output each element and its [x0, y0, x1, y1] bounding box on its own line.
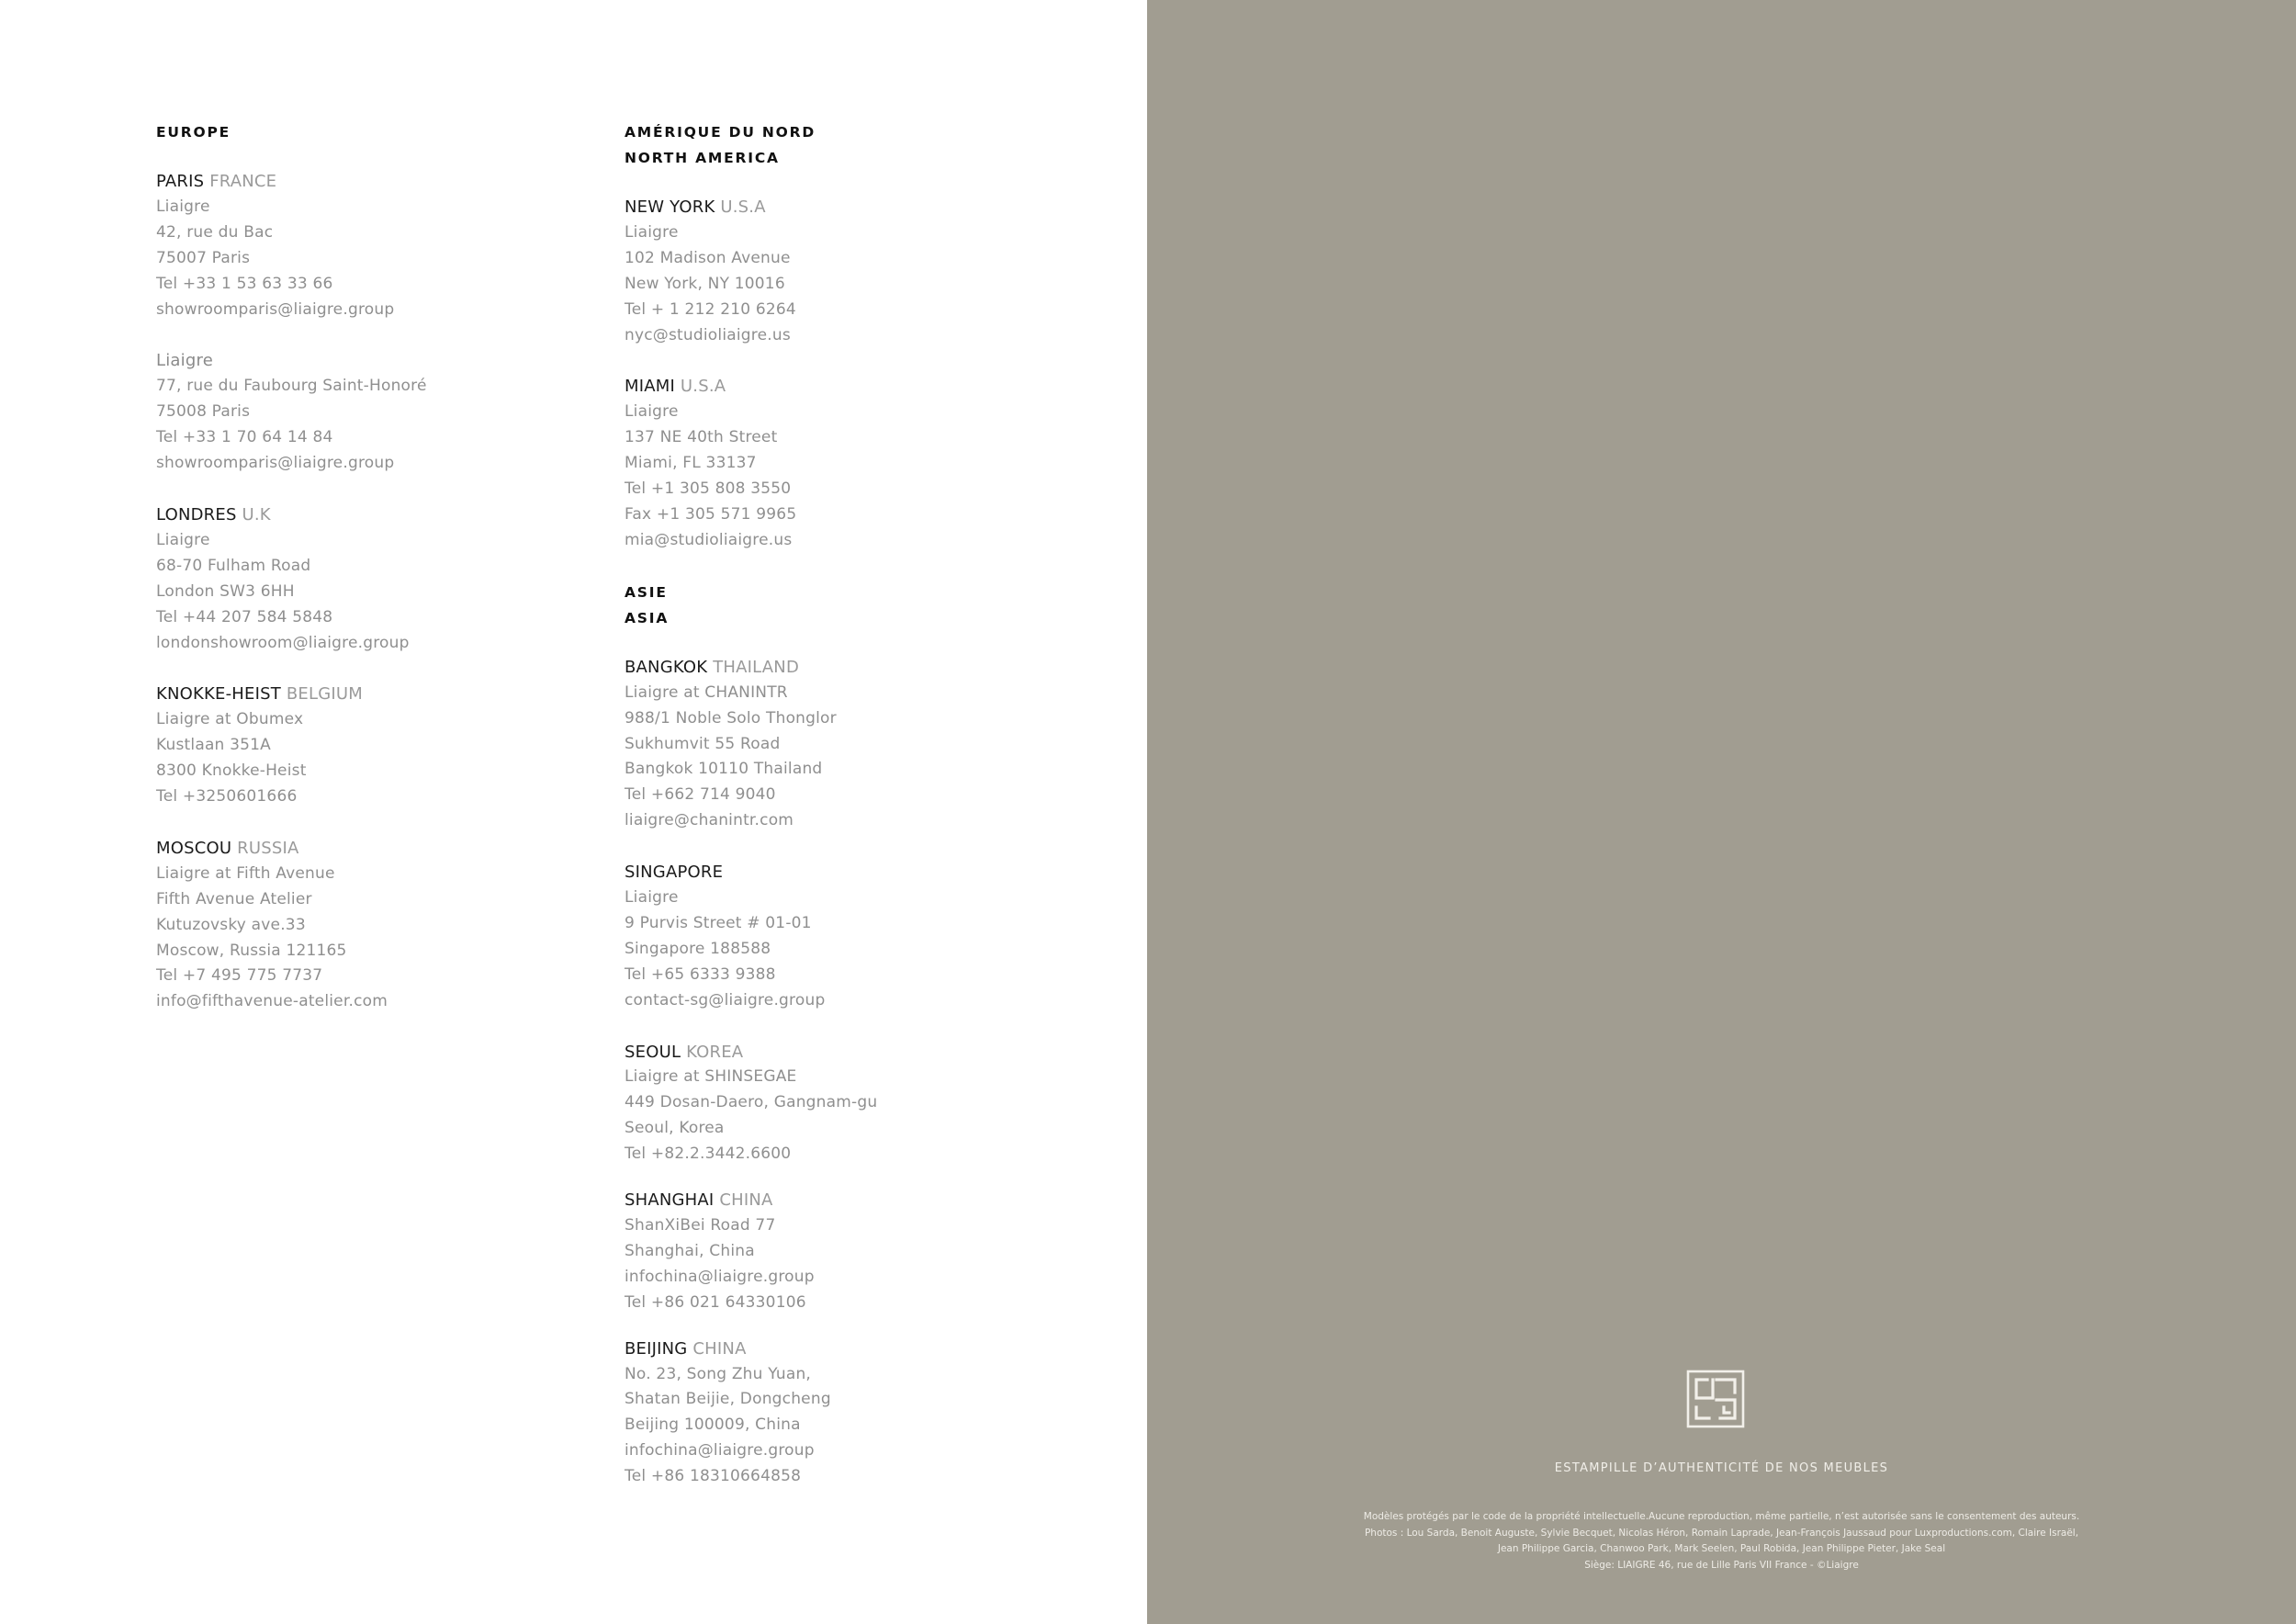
- street-address: ShanXiBei Road 77: [625, 1216, 776, 1235]
- company-name: Liaigre at CHANINTR: [625, 682, 788, 702]
- entry-heading: [625, 1188, 1065, 1213]
- email-address: showroomparis@liaigre.group: [156, 454, 395, 473]
- postal-city: 8300 Knokke-Heist: [156, 761, 307, 781]
- photo-credits-continued: Jean Philippe Garcia, Chanwoo Park, Mark Seelen, Paul Robida, Jean Philippe Pieter, Jake Seal: [1497, 1543, 1946, 1554]
- postal-city: New York, NY 10016: [625, 274, 785, 293]
- photo-credits: Photos : Lou Sarda, Benoit Auguste, Sylvie Becquet, Nicolas Héron, Romain Laprade, Jean-François Jaussaud pour Luxproductions.com, Claire Israël,: [1364, 1527, 2079, 1539]
- phone-number: Tel +82.2.3442.6600: [625, 1145, 792, 1164]
- street-address: 9 Purvis Street # 01-01: [625, 913, 812, 932]
- showroom-seoul: [625, 1040, 1065, 1168]
- showroom-singapore: [625, 860, 1065, 1013]
- americas-asia-column: [625, 119, 1065, 1516]
- street-address: 77, rue du Faubourg Saint-Honoré: [156, 377, 427, 396]
- phone-number: Tel +65 6333 9388: [625, 964, 776, 984]
- showroom-beijing: [625, 1336, 1065, 1490]
- street-address: Kutuzovsky ave.33: [156, 915, 306, 934]
- country-name: CHINA: [719, 1190, 773, 1211]
- country-name: THAILAND: [713, 657, 800, 677]
- showroom-london: [156, 502, 597, 656]
- city-name: KNOKKE-HEIST: [156, 684, 281, 705]
- country-name: RUSSIA: [237, 838, 299, 858]
- postal-city: 75007 Paris: [156, 248, 251, 267]
- country-name: KOREA: [686, 1042, 744, 1062]
- entry-heading: [156, 682, 597, 707]
- country-name: U.K: [242, 504, 271, 524]
- postal-city: London SW3 6HH: [156, 581, 295, 601]
- street-address: No. 23, Song Zhu Yuan,: [625, 1364, 812, 1383]
- street-address: 988/1 Noble Solo Thonglor: [625, 708, 837, 727]
- address-line: Shatan Beijie, Dongcheng: [625, 1390, 831, 1409]
- postal-city: 75008 Paris: [156, 402, 251, 422]
- postal-city: Seoul, Korea: [625, 1119, 725, 1138]
- email-address: infochina@liaigre.group: [625, 1441, 815, 1460]
- company-name: Liaigre: [156, 530, 210, 549]
- email-address: nyc@studioliaigre.us: [625, 325, 791, 344]
- phone-number: Tel +7 495 775 7737: [156, 966, 323, 986]
- region-heading-en: ASIA: [625, 609, 670, 626]
- country-name: U.S.A: [720, 197, 766, 217]
- city-name: SHANGHAI: [625, 1190, 715, 1211]
- europe-column: [156, 119, 597, 1041]
- showroom-paris-faubourg: [156, 348, 597, 477]
- phone-number: Tel +33 1 70 64 14 84: [156, 428, 333, 447]
- company-name: Liaigre at SHINSEGAE: [625, 1067, 797, 1087]
- email-address: infochina@liaigre.group: [625, 1267, 815, 1286]
- city-name: NEW YORK: [625, 197, 715, 217]
- street-address: 42, rue du Bac: [156, 222, 274, 242]
- legal-notice: Modèles protégés par le code de la propriété intellectuelle.Aucune reproduction, même partielle, n’est autorisée sans le consentement des auteurs.: [1363, 1511, 2080, 1522]
- europe-region: [156, 119, 597, 145]
- email-address: showroomparis@liaigre.group: [156, 299, 395, 319]
- email-address: contact-sg@liaigre.group: [625, 990, 826, 1009]
- asia-region: [625, 580, 1065, 631]
- street-address: 449 Dosan-Daero, Gangnam-gu: [625, 1093, 878, 1112]
- showroom-miami: [625, 374, 1065, 553]
- company-name: Liaigre at Obumex: [156, 710, 304, 729]
- company-name: Liaigre: [625, 402, 679, 422]
- region-heading-fr: AMÉRIQUE DU NORD: [625, 124, 816, 141]
- country-name: CHINA: [692, 1338, 747, 1359]
- entry-heading: [156, 836, 597, 862]
- email-address: liaigre@chanintr.com: [625, 811, 794, 830]
- showroom-paris-bac: [156, 169, 597, 322]
- company-name: Liaigre at Fifth Avenue: [156, 863, 335, 883]
- postal-city: Bangkok 10110 Thailand: [625, 760, 823, 779]
- region-heading-en: NORTH AMERICA: [625, 150, 780, 166]
- showroom-bangkok: [625, 655, 1065, 834]
- street-address: Kustlaan 351A: [156, 736, 272, 755]
- headquarters-address: Siège: LIAIGRE 46, rue de Lille Paris VII France - ©Liaigre: [1584, 1559, 1859, 1571]
- entry-heading: [625, 195, 1065, 220]
- postal-city: Moscow, Russia 121165: [156, 941, 347, 960]
- legal-credits: [1147, 1509, 2296, 1573]
- entry-heading: [156, 502, 597, 528]
- showroom-moscow: [156, 836, 597, 1015]
- city-name: LONDRES: [156, 504, 237, 524]
- country-name: BELGIUM: [286, 684, 363, 705]
- liaigre-monogram-stamp-icon: [1685, 1369, 1746, 1429]
- phone-number: Tel +86 18310664858: [625, 1467, 802, 1486]
- showroom-new-york: [625, 195, 1065, 348]
- email-address: londonshowroom@liaigre.group: [156, 633, 410, 652]
- company-name: Liaigre: [625, 888, 679, 908]
- entry-heading: [625, 1040, 1065, 1066]
- entry-heading: [625, 860, 1065, 885]
- country-name: U.S.A: [680, 377, 726, 397]
- city-name: MOSCOU: [156, 838, 232, 858]
- postal-city: Beijing 100009, China: [625, 1415, 801, 1435]
- company-name: Liaigre: [156, 351, 213, 371]
- entry-heading: [625, 1336, 1065, 1362]
- phone-number: Tel + 1 212 210 6264: [625, 299, 796, 319]
- phone-number: Tel +86 021 64330106: [625, 1292, 806, 1312]
- phone-number: Tel +662 714 9040: [625, 785, 776, 805]
- stamp-caption: ESTAMPILLE D’AUTHENTICITÉ DE NOS MEUBLES: [1554, 1461, 1889, 1475]
- fax-number: Fax +1 305 571 9965: [625, 504, 797, 524]
- region-heading-europe: EUROPE: [156, 124, 231, 141]
- city-name: PARIS: [156, 172, 205, 191]
- city-name: SINGAPORE: [625, 863, 724, 883]
- country-name: FRANCE: [209, 172, 277, 191]
- north-america-region: [625, 119, 1065, 171]
- phone-number: Tel +44 207 584 5848: [156, 607, 333, 626]
- postal-city: Shanghai, China: [625, 1241, 755, 1260]
- showroom-shanghai: [625, 1188, 1065, 1316]
- postal-city: Singapore 188588: [625, 939, 771, 958]
- email-address: info@fifthavenue-atelier.com: [156, 992, 388, 1011]
- company-name: Liaigre: [156, 197, 210, 216]
- region-heading-fr: ASIE: [625, 583, 668, 601]
- entry-heading: [156, 169, 597, 195]
- city-name: BEIJING: [625, 1338, 688, 1359]
- postal-city: Miami, FL 33137: [625, 454, 757, 473]
- city-name: BANGKOK: [625, 657, 708, 677]
- entry-heading: [625, 374, 1065, 400]
- address-line: Sukhumvit 55 Road: [625, 734, 781, 753]
- address-line: Fifth Avenue Atelier: [156, 889, 312, 908]
- street-address: 68-70 Fulham Road: [156, 556, 311, 575]
- company-name: Liaigre: [625, 222, 679, 242]
- phone-number: Tel +33 1 53 63 33 66: [156, 274, 333, 293]
- city-name: MIAMI: [625, 377, 675, 397]
- phone-number: Tel +3250601666: [156, 787, 298, 806]
- phone-number: Tel +1 305 808 3550: [625, 479, 792, 499]
- entry-heading: [625, 655, 1065, 681]
- city-name: SEOUL: [625, 1042, 681, 1062]
- showroom-knokke-heist: [156, 682, 597, 810]
- email-address: mia@studioliaigre.us: [625, 530, 793, 549]
- street-address: 102 Madison Avenue: [625, 248, 791, 267]
- street-address: 137 NE 40th Street: [625, 428, 778, 447]
